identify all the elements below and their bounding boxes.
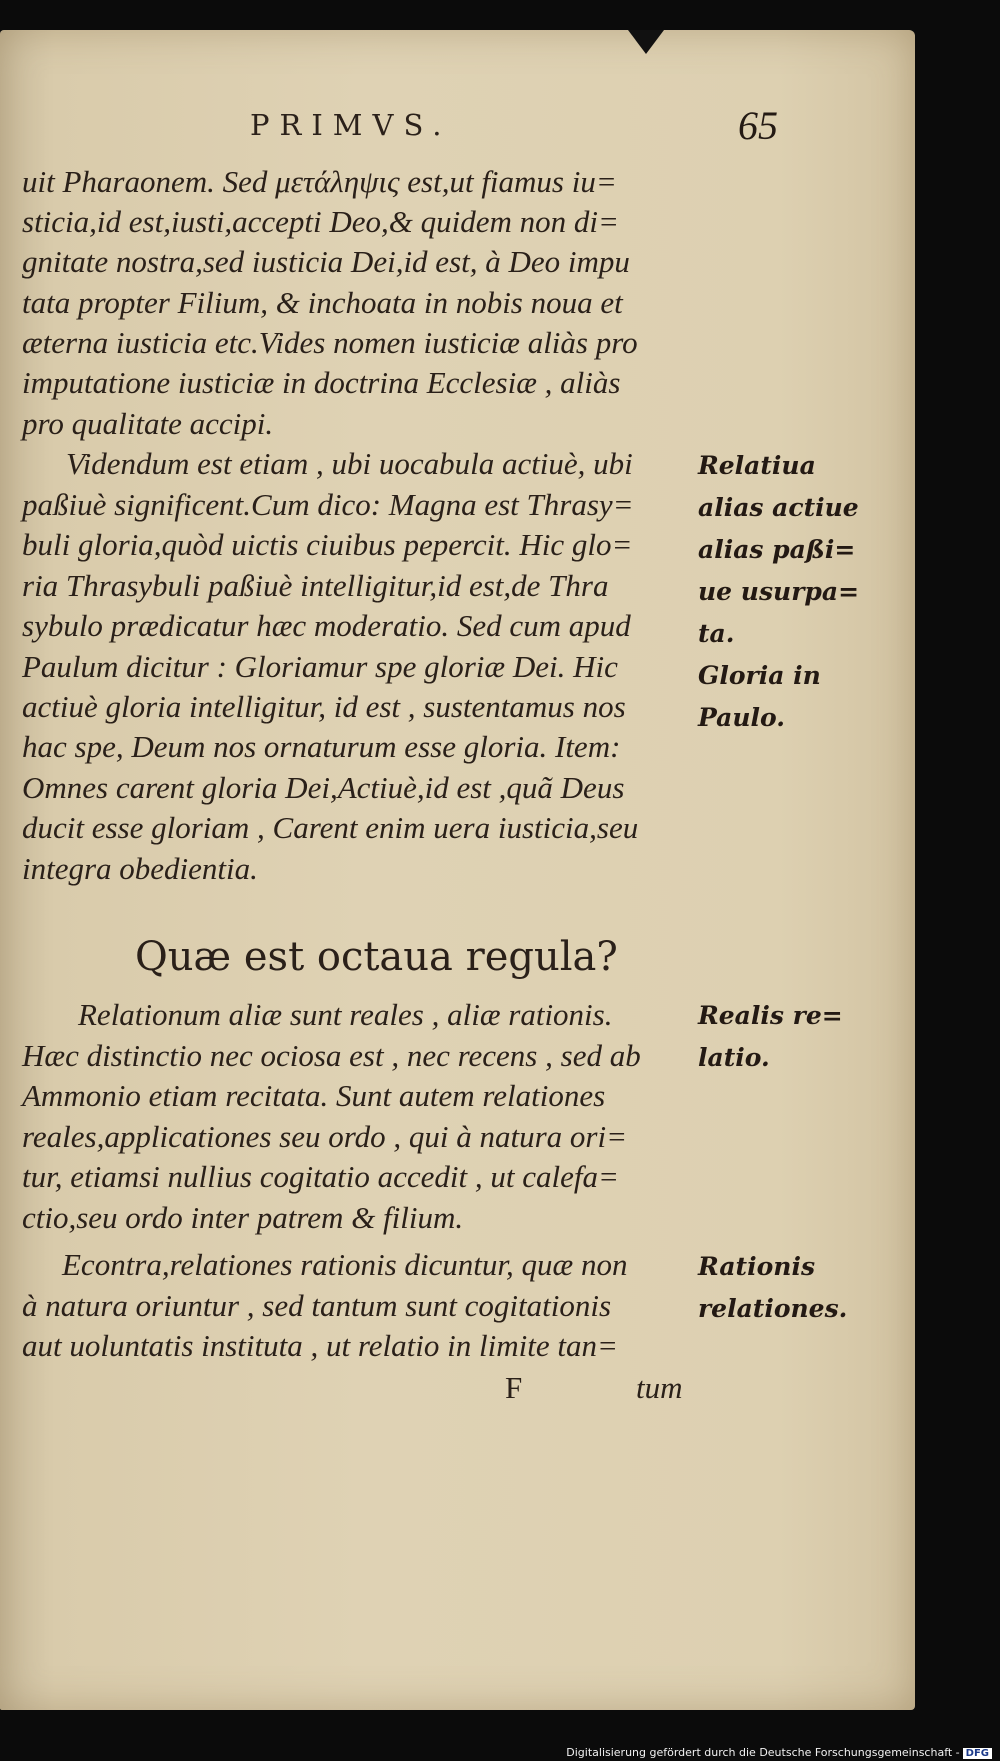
margin-note: Realis re= xyxy=(698,1001,843,1030)
page-number: 65 xyxy=(738,103,778,148)
margin-note: alias actiue xyxy=(698,493,859,522)
text-line: hac spe, Deum nos ornaturum esse gloria. Item: xyxy=(22,729,621,764)
dfg-logo-icon: DFG xyxy=(963,1748,992,1759)
text-line: tur, etiamsi nullius cogitatio accedit , ut calefa= xyxy=(22,1159,619,1194)
text-line: Ammonio etiam recitata. Sunt autem relationes xyxy=(22,1078,606,1113)
margin-note: ta. xyxy=(698,619,735,648)
text-line: ducit esse gloriam , Carent enim uera iusticia,seu xyxy=(22,810,639,845)
text-line: ria Thrasybuli paßiuè intelligitur,id est,de Thra xyxy=(22,568,609,603)
margin-note: Relatiua xyxy=(698,451,816,480)
digitization-credit xyxy=(566,1746,992,1759)
text-line: uit Pharaonem. Sed μετάληψις est,ut fiamus iu= xyxy=(22,164,617,199)
text-line: buli gloria,quòd uictis ciuibus pepercit. Hic glo= xyxy=(22,527,633,562)
text-line: Econtra,relationes rationis dicuntur, quæ non xyxy=(62,1247,628,1282)
text-line: tata propter Filium, & inchoata in nobis noua et xyxy=(22,285,623,320)
bookmark-notch xyxy=(628,30,664,54)
credit-text: Digitalisierung gefördert durch die Deutsche Forschungsgemeinschaft - xyxy=(566,1746,960,1759)
text-line: à natura oriuntur , sed tantum sunt cogitationis xyxy=(22,1288,612,1323)
text-line: æterna iusticia etc.Vides nomen iusticiæ aliàs pro xyxy=(22,325,638,360)
margin-note: relationes. xyxy=(698,1294,848,1323)
text-line: pro qualitate accipi. xyxy=(22,406,274,441)
text-line: Paulum dicitur : Gloriamur spe gloriæ Dei. Hic xyxy=(22,649,618,684)
text-line: integra obedientia. xyxy=(22,851,258,886)
text-line: imputatione iusticiæ in doctrina Ecclesiæ , aliàs xyxy=(22,365,621,400)
margin-note: ue usurpa= xyxy=(698,577,860,606)
text-line: sybulo prædicatur hæc moderatio. Sed cum apud xyxy=(22,608,631,643)
text-line: reales,applicationes seu ordo , qui à natura ori= xyxy=(22,1119,628,1154)
text-line: actiuè gloria intelligitur, id est , sustentamus nos xyxy=(22,689,626,724)
margin-note: alias paßi= xyxy=(698,535,856,564)
text-line: Videndum est etiam , ubi uocabula actiuè, ubi xyxy=(66,446,633,481)
text-line: aut uoluntatis instituta , ut relatio in limite tan= xyxy=(22,1328,618,1363)
section-heading: Quæ est octaua regula? xyxy=(135,934,618,980)
margin-note: latio. xyxy=(698,1043,770,1072)
text-line: paßiuè significent.Cum dico: Magna est Thrasy= xyxy=(22,487,634,522)
margin-note: Rationis xyxy=(698,1252,816,1281)
margin-note: Gloria in xyxy=(698,661,821,690)
margin-note: Paulo. xyxy=(698,703,785,732)
text-line: ctio,seu ordo inter patrem & filium. xyxy=(22,1200,464,1235)
text-line: Omnes carent gloria Dei,Actiuè,id est ,quã Deus xyxy=(22,770,625,805)
catchword: tum xyxy=(636,1370,683,1405)
text-line: sticia,id est,iusti,accepti Deo,& quidem non di= xyxy=(22,204,619,239)
text-line: gnitate nostra,sed iusticia Dei,id est, à Deo impu xyxy=(22,244,630,279)
running-header: PRIMVS. xyxy=(250,108,452,142)
signature-mark: F xyxy=(505,1370,523,1405)
text-line: Relationum aliæ sunt reales , aliæ rationis. xyxy=(78,997,613,1032)
text-line: Hæc distinctio nec ociosa est , nec recens , sed ab xyxy=(22,1038,641,1073)
